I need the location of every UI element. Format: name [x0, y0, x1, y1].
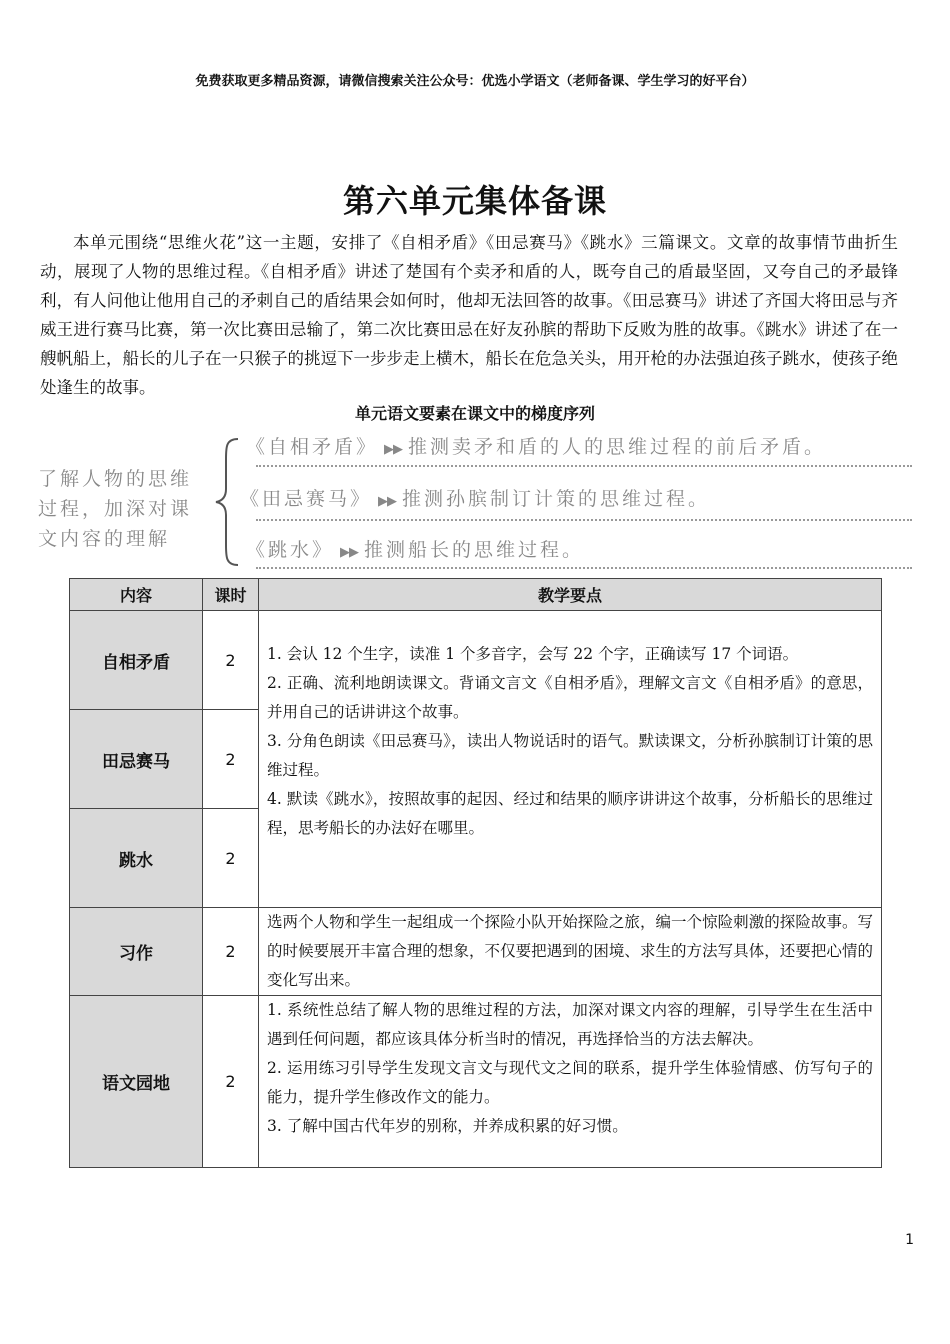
sequence-lesson: 《自相矛盾》	[246, 436, 379, 458]
promo-banner: 免费获取更多精品资源，请微信搜索关注公众号：优选小学语文（老师备课、学生学习的好平台）	[195, 74, 755, 89]
element-label: 了解人物的思维过程，加深对课文内容的理解	[38, 468, 193, 550]
double-arrow-icon: ▶▶	[378, 494, 397, 509]
sequence-item	[240, 484, 710, 511]
row-hours: 2	[203, 611, 259, 710]
row-name: 习作	[70, 908, 203, 996]
point-item: 4. 默读《跳水》，按照故事的起因、经过和结果的顺序讲讲这个故事，分析船长的思维过程，思考船长的办法好在哪里。	[267, 790, 873, 837]
header-content: 内容	[70, 579, 203, 611]
lesson-plan-table	[69, 578, 882, 1168]
point-item: 1. 系统性总结了解人物的思维过程的方法，加深对课文内容的理解，引导学生在生活中遇到任何问题，都应该具体分析当时的情况，再选择恰当的方法去解决。	[267, 1001, 873, 1048]
dotted-divider	[256, 519, 912, 521]
page-title: 第六单元集体备课	[342, 182, 607, 220]
table-row	[70, 996, 882, 1168]
brace-icon	[212, 437, 242, 567]
row-name: 跳水	[70, 809, 203, 908]
header-points: 教学要点	[259, 579, 882, 611]
table-header-row	[70, 579, 882, 611]
double-arrow-icon: ▶▶	[384, 442, 403, 457]
sequence-item	[246, 535, 584, 562]
lesson-points-cell	[259, 611, 882, 908]
point-item: 3. 分角色朗读《田忌赛马》，读出人物说话时的语气。默读课文，分析孙膑制订计策的思维过程。	[267, 732, 873, 779]
row-hours: 2	[203, 908, 259, 996]
sequence-lesson: 《田忌赛马》	[240, 488, 373, 510]
header-hours: 课时	[203, 579, 259, 611]
sequence-goal: 推测船长的思维过程。	[364, 539, 585, 561]
intro-paragraph: 本单元围绕“思维火花”这一主题，安排了《自相矛盾》《田忌赛马》《跳水》三篇课文。文章的故事情节曲折生动，展现了人物的思维过程。《自相矛盾》讲述了楚国有个卖矛和盾的人，既夸自己的盾最坚固，又夸自己的矛最锋利，有人问他让他用自己的矛刺自己的盾结果会如何时，他却无法回答的故事。《田忌赛马》讲述了齐国大将田忌与齐威王进行赛马比赛，第一次比赛田忌输了，第二次比赛田忌在好友孙膑的帮助下反败为胜的故事。《跳水》讲述了在一艘帆船上，船长的儿子在一只猴子的挑逗下一步步走上横木，船长在危急关头，用开枪的办法强迫孩子跳水，使孩子绝处逢生的故事。	[40, 233, 898, 397]
row-hours: 2	[203, 809, 259, 908]
writing-points-cell: 选两个人物和学生一起组成一个探险小队开始探险之旅，编一个惊险刺激的探险故事。写的时候要展开丰富合理的想象，不仅要把遇到的困境、求生的方法写具体，还要把心情的变化写出来。	[259, 908, 882, 996]
sequence-goal: 推测卖矛和盾的人的思维过程的前后矛盾。	[408, 436, 827, 458]
sequence-lesson: 《跳水》	[246, 539, 335, 561]
sequence-item	[246, 432, 826, 459]
point-item: 2. 正确、流利地朗读课文。背诵文言文《自相矛盾》，理解文言文《自相矛盾》的意思，并用自己的话讲讲这个故事。	[267, 674, 873, 721]
garden-points-cell	[259, 996, 882, 1168]
table-row	[70, 908, 882, 996]
point-item: 3. 了解中国古代年岁的别称，并养成积累的好习惯。	[267, 1117, 628, 1135]
row-name: 田忌赛马	[70, 710, 203, 809]
dotted-divider	[256, 567, 912, 569]
row-name: 语文园地	[70, 996, 203, 1168]
row-hours: 2	[203, 996, 259, 1168]
point-item: 2. 运用练习引导学生发现文言文与现代文之间的联系，提升学生体验情感、仿写句子的能力，提升学生修改作文的能力。	[267, 1059, 873, 1106]
sequence-goal: 推测孙膑制订计策的思维过程。	[402, 488, 711, 510]
sequence-subtitle: 单元语文要素在课文中的梯度序列	[354, 404, 595, 423]
point-item: 1. 会认 12 个生字，读准 1 个多音字，会写 22 个字，正确读写 17 个词语。	[267, 645, 799, 663]
double-arrow-icon: ▶▶	[340, 545, 359, 560]
page-number: 1	[905, 1232, 914, 1248]
table-row	[70, 611, 882, 710]
row-name: 自相矛盾	[70, 611, 203, 710]
dotted-divider	[256, 465, 912, 467]
row-hours: 2	[203, 710, 259, 809]
